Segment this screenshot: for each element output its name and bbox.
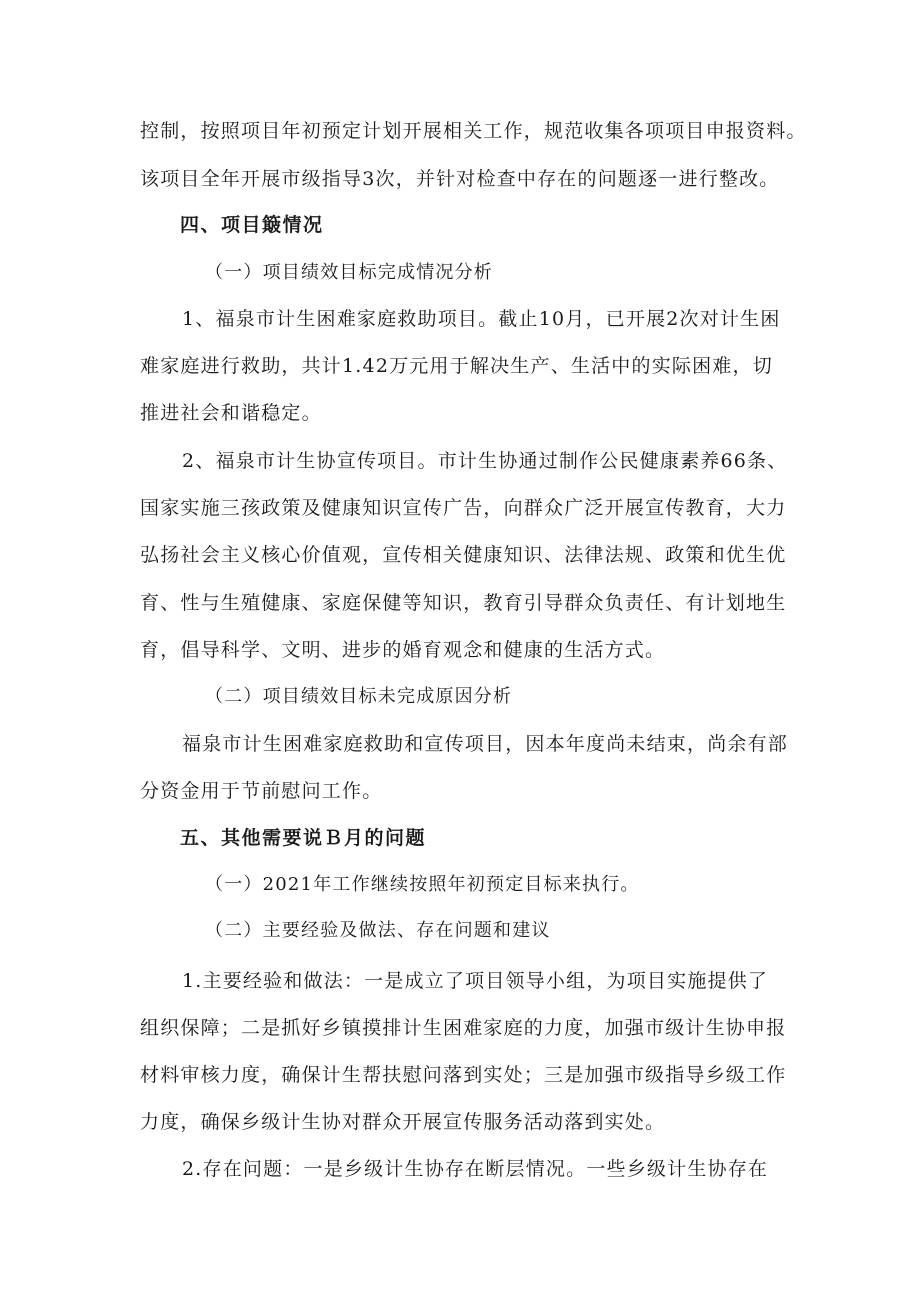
paragraph-line: 福泉市计生困难家庭救助和宣传项目，因本年度尚未结束，尚余有部 [182,733,789,755]
section-heading-four: 四、项目簸情况 [180,214,324,236]
subsection-heading: （一）项目绩效目标完成情况分析 [205,262,493,283]
paragraph-line: 材料审核力度，确保计生帮扶慰问落到实处；三是加强市级指导乡级工作 [140,1064,787,1086]
paragraph-line: 推进社会和谐稳定。 [140,402,322,424]
paragraph-line: 弘扬社会主义核心价值观，宣传相关健康知识、法律法规、政策和优生优 [140,544,787,566]
paragraph-line: 该项目全年开展市级指导3次，并针对检查中存在的问题逐一进行整改。 [140,168,780,190]
paragraph-line: 控制，按照项目年初预定计划开展相关工作，规范收集各项项目申报资料。 [140,120,807,142]
paragraph-line: 难家庭进行救助，共计1.42万元用于解决生产、生活中的实际困难，切 [140,355,773,377]
paragraph-line: 国家实施三孩政策及健康知识宣传广告，向群众广泛开展宣传教育，大力 [140,497,787,519]
paragraph-line: 力度，确保乡级计生协对群众开展宣传服务活动落到实处。 [140,1111,666,1133]
paragraph-line: 2、福泉市计生协宣传项目。市计生协通过制作公民健康素养66条、 [182,450,788,472]
paragraph-line: 育、性与生殖健康、家庭保健等知识，教育引导群众负责任、有计划地生 [140,592,787,614]
paragraph-line: 分资金用于节前慰问工作。 [140,780,383,802]
paragraph-line: 1.主要经验和做法：一是成立了项目领导小组，为项目实施提供了 [182,970,769,992]
paragraph-line: 组织保障；二是抓好乡镇摸排计生困难家庭的力度，加强市级计生协申报 [140,1017,787,1039]
subsection-heading: （一）2021年工作继续按照年初预定目标来执行。 [205,874,640,895]
paragraph-line: 1、福泉市计生困难家庭救助项目。截止10月，已开展2次对计生困 [182,308,781,330]
paragraph-line: 2.存在问题：一是乡级计生协存在断层情况。一些乡级计生协存在 [182,1158,769,1180]
section-heading-five: 五、其他需要说Ｂ月的问题 [180,827,427,849]
paragraph-line: 育，倡导科学、文明、进步的婚育观念和健康的生活方式。 [140,639,666,661]
subsection-heading: （二）项目绩效目标未完成原因分析 [205,686,513,707]
subsection-heading: （二）主要经验及做法、存在问题和建议 [205,920,551,941]
